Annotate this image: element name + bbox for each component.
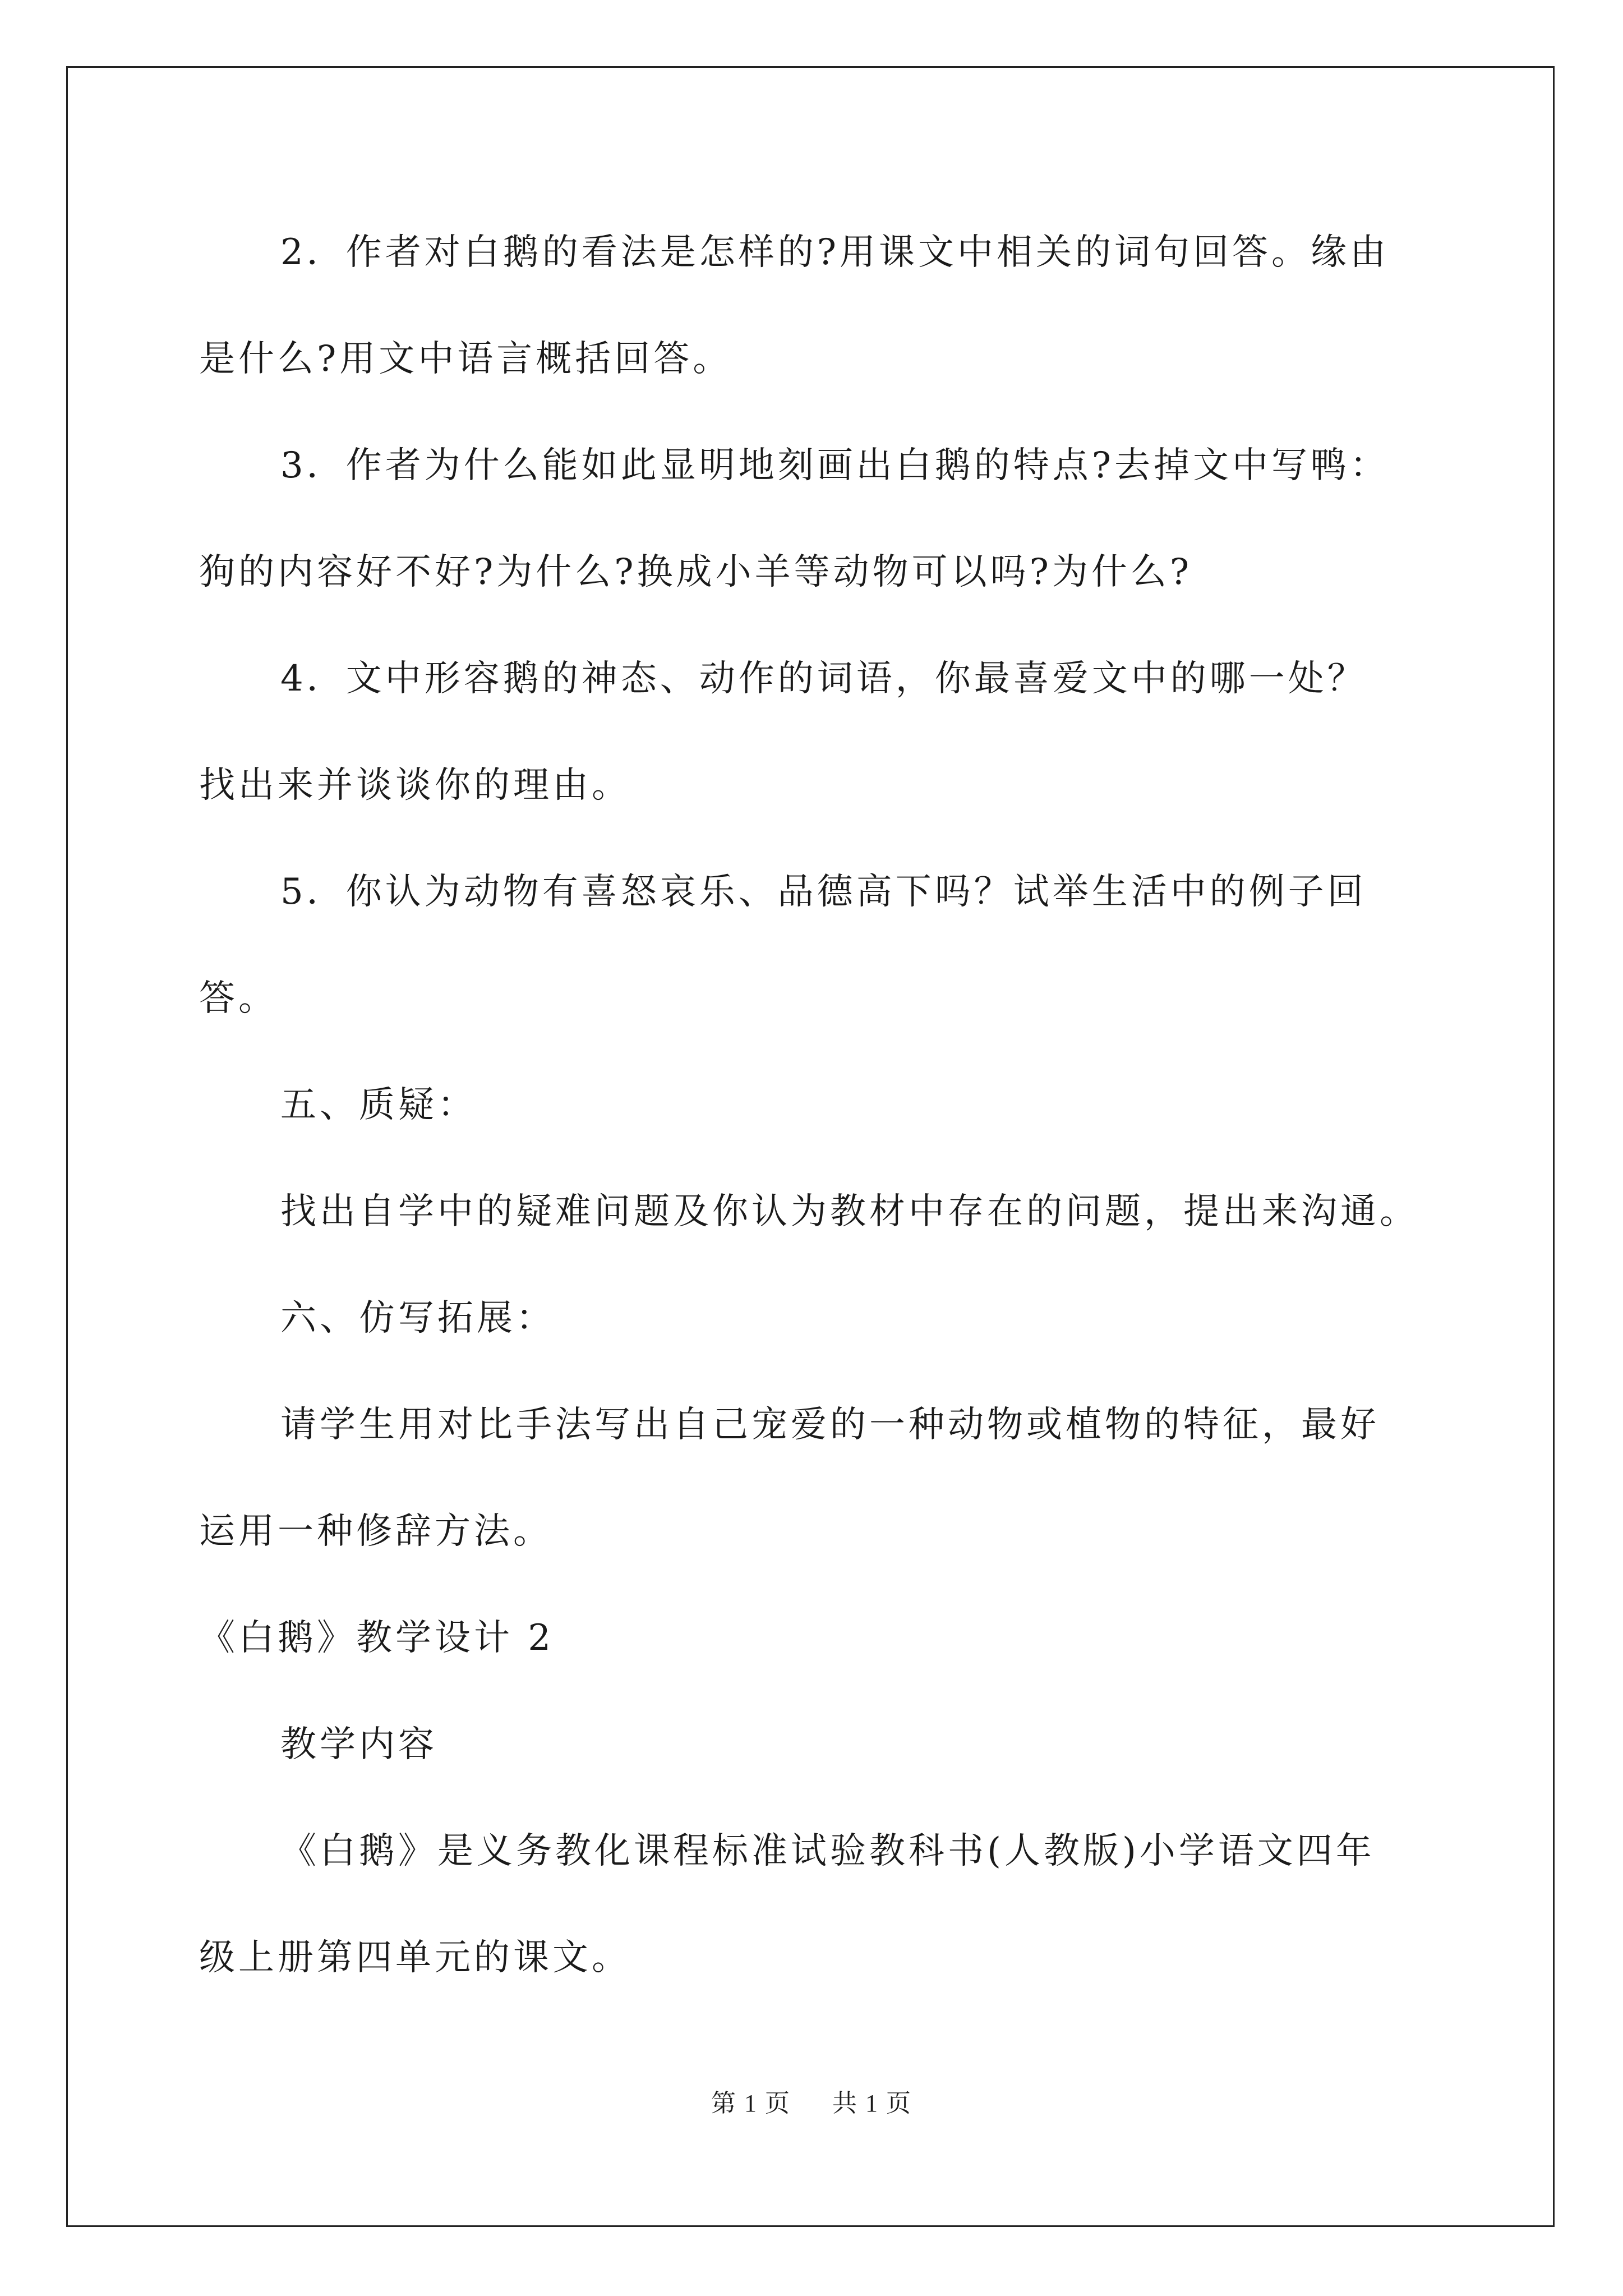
section-5-body: 找出自学中的疑难问题及你认为教材中存在的问题，提出来沟通。 (280, 1191, 1419, 1232)
section-6-heading: 六、仿写拓展： (280, 1297, 555, 1339)
question-3-line-1: 3．作者为什么能如此显明地刻画出白鹅的特点?去掉文中写鸭： (280, 445, 1390, 486)
section-6-line-2: 运用一种修辞方法。 (199, 1511, 552, 1552)
teaching-content-line-2: 级上册第四单元的课文。 (199, 1937, 631, 1978)
page-footer (0, 2087, 1623, 2120)
design-2-title: 《白鹅》教学设计 2 (199, 1617, 555, 1659)
question-5-line-2: 答。 (199, 978, 278, 1019)
question-2-line-2: 是什么?用文中语言概括回答。 (199, 338, 732, 380)
page-border (66, 66, 1555, 2227)
teaching-content-heading: 教学内容 (280, 1724, 437, 1765)
question-2-line-1: 2．作者对白鹅的看法是怎样的?用课文中相关的词句回答。缘由 (280, 232, 1390, 273)
question-4-line-2: 找出来并谈谈你的理由。 (199, 765, 631, 806)
question-4-line-1: 4．文中形容鹅的神态、动作的词语，你最喜爱文中的哪一处？ (280, 658, 1367, 700)
section-6-line-1: 请学生用对比手法写出自己宠爱的一种动物或植物的特征，最好 (280, 1404, 1380, 1446)
page-number: 第 1 页 (711, 2090, 791, 2117)
teaching-content-line-1: 《白鹅》是义务教化课程标准试验教科书(人教版)小学语文四年 (280, 1830, 1375, 1872)
question-3-line-2: 狗的内容好不好?为什么?换成小羊等动物可以吗?为什么? (199, 551, 1193, 593)
section-5-heading: 五、质疑： (280, 1084, 477, 1126)
page-total: 共 1 页 (832, 2090, 912, 2117)
question-5-line-1: 5．你认为动物有喜怒哀乐、品德高下吗？试举生活中的例子回 (280, 871, 1367, 913)
